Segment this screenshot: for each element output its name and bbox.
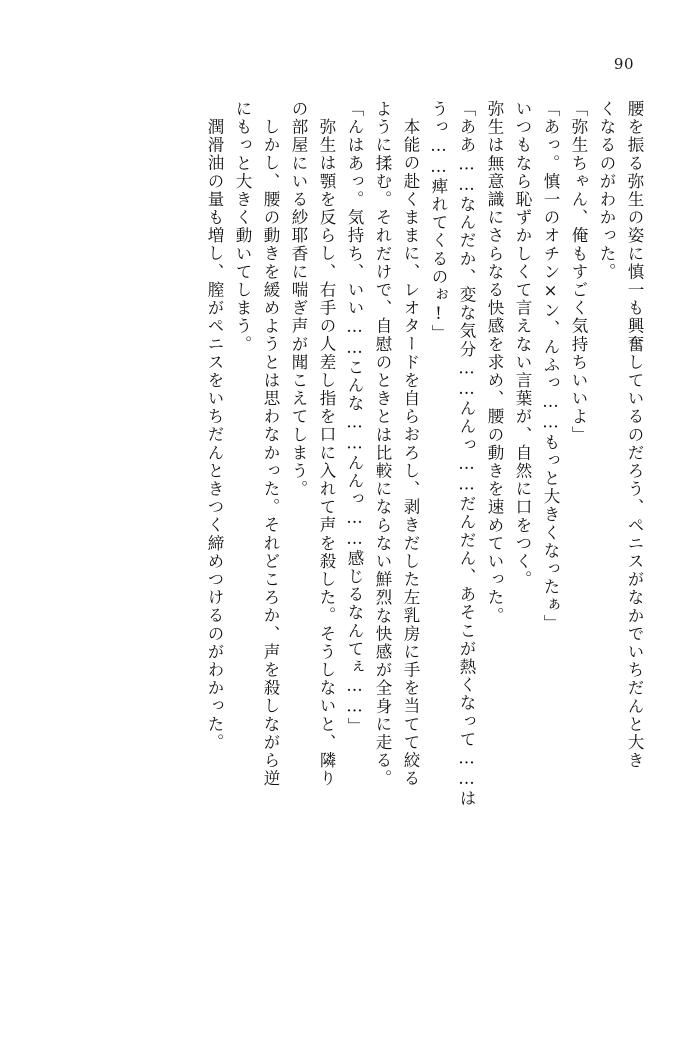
text-line: くなるのがわかった。 — [597, 100, 616, 281]
text-line: 弥生は無意識にさらなる快感を求め、腰の動きを速めていった。 — [485, 100, 504, 625]
text-line: 本能の赴くままに、レオタードを自らおろし、剥きだした左乳房に手を当てて絞る — [401, 118, 420, 788]
text-line: いつもなら恥ずかしくて言えない言葉が、自然に口をつく。 — [513, 100, 532, 589]
page-number: 90 — [613, 55, 634, 73]
vertical-text-body — [52, 100, 642, 930]
text-line: うっ……痺れてくるのぉ!」 — [429, 100, 448, 343]
text-line: ように揉む。それだけで、自慰のときとは比較にならない鮮烈な快感が全身に走る。 — [373, 100, 392, 788]
text-line: 「んはあっ。気持ち、いい……こんな……んんっ……感じるなんてぇ……」 — [345, 100, 364, 736]
text-line: の部屋にいる紗耶香に喘ぎ声が聞こえてしまう。 — [289, 100, 308, 499]
text-line: 弥生は顎を反らし、右手の人差し指を口に入れて声を殺した。そうしないと、隣り — [317, 118, 336, 788]
text-line: にもっと大きく動いてしまう。 — [233, 100, 252, 354]
text-line: 「ああ……なんだか、変な気分……んんっ……だんだん、あそこが熱くなって……は — [457, 100, 476, 808]
text-line: 「あっ。慎一のオチン×ン、んふっ……もっと大きくなったぁ」 — [541, 100, 560, 633]
text-line: しかし、腰の動きを緩めようとは思わなかった。それどころか、声を殺しながら逆 — [261, 118, 280, 788]
text-line: 潤滑油の量も増し、膣がペニスをいちだんときつく締めつけるのがわかった。 — [205, 118, 224, 752]
text-line: 「弥生ちゃん、俺もすごく気持ちいいよ」 — [569, 100, 588, 444]
text-line: 腰を振る弥生の姿に慎一も興奮しているのだろう、ペニスがなかでいちだんと大き — [625, 100, 644, 770]
